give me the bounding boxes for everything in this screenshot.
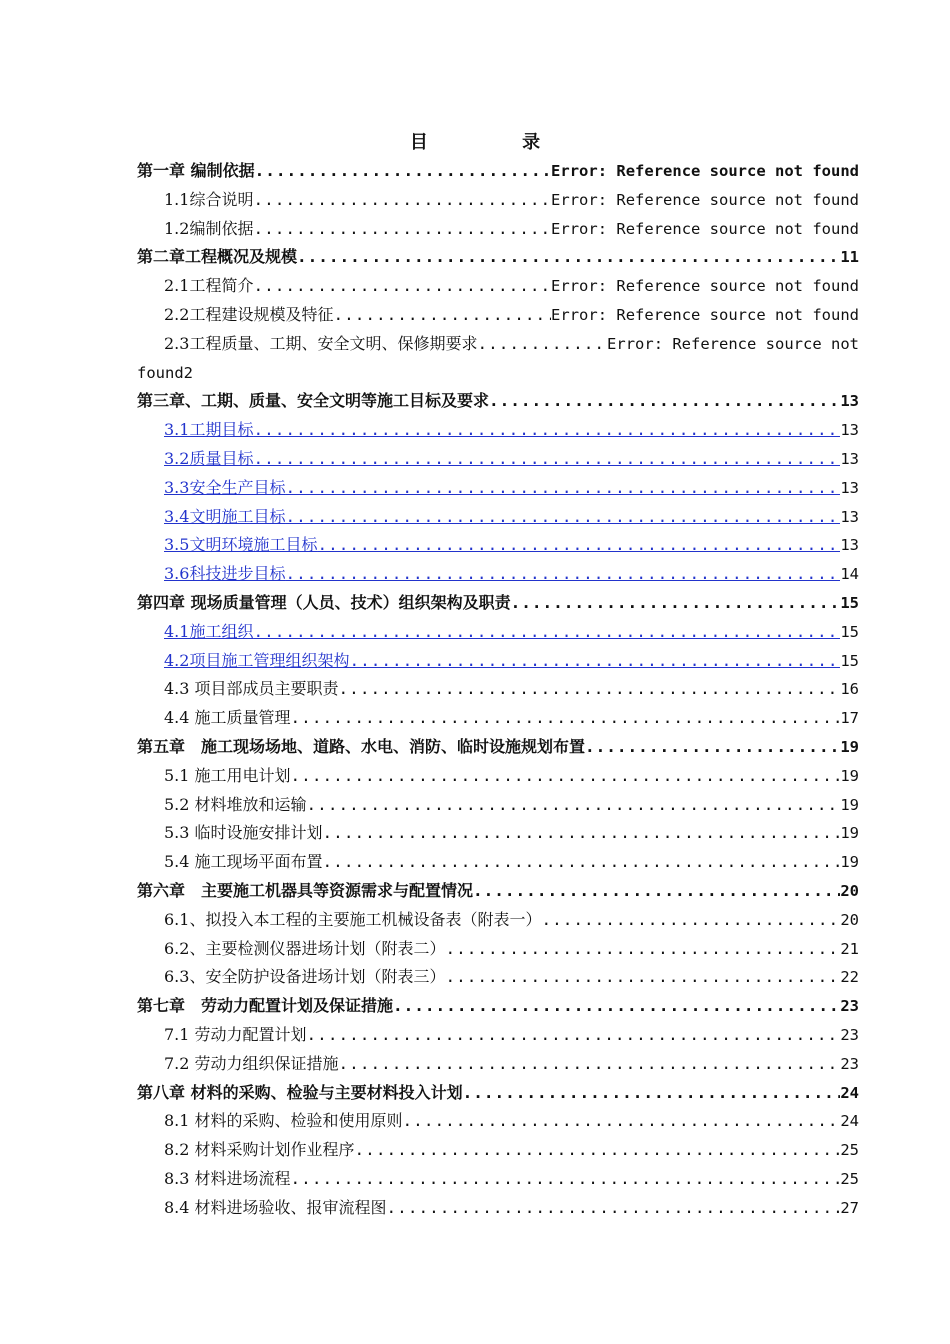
dot-leader [585,733,840,762]
toc-entry-page: Error: Reference source not found [551,162,859,180]
toc-entry-label: 1.1综合说明 [164,189,254,209]
toc-entry-label: 第三章、工期、质量、安全文明等施工目标及要求 [137,391,490,411]
toc-title: 目 录 [409,132,585,153]
toc-entry-label[interactable]: 3.4文明施工目标 [164,506,286,526]
toc-entry-label: 7.2 劳动力组织保证措施 [164,1053,339,1073]
toc-chapter-entry[interactable] [137,157,859,186]
dot-leader [285,560,840,589]
dot-leader [477,330,607,359]
toc-entry-page: 13 [840,449,859,468]
toc-link-entry[interactable] [137,560,859,589]
toc-entry-page: 25 [840,1169,859,1188]
toc-entry-label: 7.1 劳动力配置计划 [164,1024,307,1044]
toc-entry-label: 5.3 临时设施安排计划 [164,823,323,843]
dot-leader [253,618,840,647]
dot-leader [285,474,840,503]
toc-entry-page: 19 [840,795,859,814]
toc-entry-page: 15 [840,622,859,641]
toc-section-entry[interactable] [137,704,859,733]
toc-entry-page: 15 [840,593,859,612]
toc-chapter-entry[interactable] [137,589,859,618]
toc-entry-label: 第八章 材料的采购、检验与主要材料投入计划 [137,1082,463,1102]
toc-section-entry[interactable] [137,1165,859,1194]
toc-section-entry[interactable] [137,1050,859,1079]
toc-section-entry[interactable] [137,819,859,848]
dot-leader [403,1107,841,1136]
dot-leader [541,906,840,935]
dot-leader [445,963,840,992]
toc-link-entry[interactable] [137,618,859,647]
toc-chapter-entry[interactable] [137,1079,859,1108]
dot-leader [333,301,551,330]
dot-leader [307,791,841,820]
toc-section-entry[interactable] [137,1107,859,1136]
dot-leader [339,1050,841,1079]
toc-section-entry[interactable] [137,791,859,820]
toc-entry-page: 24 [840,1083,859,1102]
dot-leader [393,992,840,1021]
toc-section-entry[interactable] [137,272,859,301]
toc-entry-page: 14 [840,565,859,584]
toc-section-entry[interactable] [137,1021,859,1050]
toc-section-entry[interactable] [137,1136,859,1165]
toc-entry-label: 4.3 项目部成员主要职责 [164,679,339,699]
dot-leader [297,243,840,272]
toc-section-entry[interactable] [137,215,859,244]
toc-entry-page: 19 [840,737,859,756]
toc-entry-page: 22 [840,968,859,987]
toc-entry-page: 19 [840,853,859,872]
toc-entry-page: 11 [840,248,859,267]
toc-entry-label: 6.2、主要检测仪器进场计划（附表二） [164,938,446,958]
dot-leader [285,503,840,532]
toc-entry-wrapped[interactable] [137,330,859,388]
toc-entry-page: Error: Reference source not found [551,305,859,324]
toc-link-entry[interactable] [137,531,859,560]
toc-section-entry[interactable] [137,906,859,935]
toc-entry-page: 25 [840,1141,859,1160]
toc-entry-page: 23 [840,997,859,1016]
toc-entry-page: 16 [840,680,859,699]
dot-leader [291,762,841,791]
toc-entry-label: 2.1工程简介 [164,276,254,296]
toc-entry-label: 2.2工程建设规模及特征 [164,304,334,324]
toc-entry-label[interactable]: 3.3安全生产目标 [164,477,286,497]
toc-entry-label: 第四章 现场质量管理（人员、技术）组织架构及职责 [137,592,511,612]
dot-leader [253,272,551,301]
dot-leader [445,935,840,964]
toc-link-entry[interactable] [137,445,859,474]
toc-entry-page: 19 [840,824,859,843]
toc-entry-page: Error: Reference source not found [551,219,859,238]
toc-entry-page: 19 [840,766,859,785]
dot-leader [253,416,840,445]
dot-leader [253,445,840,474]
toc-chapter-entry[interactable] [137,733,859,762]
toc-chapter-entry[interactable] [137,387,859,416]
toc-section-entry[interactable] [137,963,859,992]
toc-section-entry[interactable] [137,1194,859,1223]
toc-entry-label: 5.1 施工用电计划 [164,765,291,785]
dot-leader [323,848,841,877]
toc-entry-label: 5.4 施工现场平面布置 [164,852,323,872]
dot-leader [291,1165,841,1194]
toc-entry-page: 15 [840,651,859,670]
toc-entry-label: 8.4 材料进场验收、报审流程图 [164,1197,387,1217]
toc-entry-label: 4.4 施工质量管理 [164,708,291,728]
toc-link-entry[interactable] [137,503,859,532]
toc-entry-page: 13 [840,392,859,411]
toc-entry-page: Error: Reference source not found [551,277,859,296]
toc-link-entry[interactable] [137,416,859,445]
toc-entry-label[interactable]: 4.2项目施工管理组织架构 [164,650,350,670]
toc-entry-label: 8.1 材料的采购、检验和使用原则 [164,1111,403,1131]
toc-section-entry[interactable] [137,848,859,877]
toc-entry-label: 第七章 劳动力配置计划及保证措施 [137,996,394,1016]
toc-chapter-entry[interactable] [137,243,859,272]
dot-leader [387,1194,841,1223]
dot-leader [323,819,841,848]
toc-entry-label: 8.3 材料进场流程 [164,1168,291,1188]
table-of-contents [137,157,859,1222]
dot-leader [339,675,841,704]
dot-leader [317,531,840,560]
toc-entry-label: 6.3、安全防护设备进场计划（附表三） [164,967,446,987]
toc-chapter-entry[interactable] [137,992,859,1021]
toc-entry-page: 20 [840,881,859,900]
toc-entry-label[interactable]: 3.6科技进步目标 [164,564,286,584]
toc-entry-page: 20 [840,910,859,929]
dot-leader [253,215,551,244]
toc-entry-page: Error: Reference source not [607,334,859,353]
toc-entry-label[interactable]: 3.2质量目标 [164,448,254,468]
toc-entry-page: 23 [840,1025,859,1044]
dot-leader [291,704,841,733]
toc-entry-label: 第一章 编制依据 [137,161,255,180]
toc-entry-label: 第二章工程概况及规模 [137,247,298,267]
toc-entry-page: Error: Reference source not found [551,190,859,209]
toc-chapter-entry[interactable] [137,877,859,906]
toc-entry-page: 17 [840,709,859,728]
toc-entry-page: 24 [840,1112,859,1131]
toc-section-entry[interactable] [137,675,859,704]
toc-entry-page-continuation: found2 [137,363,193,382]
toc-entry-label[interactable]: 3.5文明环境施工目标 [164,535,318,555]
toc-entry-page: 21 [840,939,859,958]
toc-link-entry[interactable] [137,647,859,676]
dot-leader [473,877,840,906]
toc-entry-page: 23 [840,1054,859,1073]
toc-entry-page: 13 [840,421,859,440]
toc-entry-label: 8.2 材料采购计划作业程序 [164,1140,355,1160]
dot-leader [307,1021,841,1050]
dot-leader [349,647,840,676]
toc-entry-label[interactable]: 4.1施工组织 [164,621,254,641]
dot-leader [355,1136,841,1165]
toc-entry-page: 27 [840,1198,859,1217]
toc-entry-label: 5.2 材料堆放和运输 [164,794,307,814]
toc-entry-label: 6.1、拟投入本工程的主要施工机械设备表（附表一） [164,909,542,929]
dot-leader [253,186,551,215]
dot-leader [255,157,551,186]
toc-entry-page: 13 [840,536,859,555]
toc-entry-label: 第五章 施工现场场地、道路、水电、消防、临时设施规划布置 [137,736,586,756]
toc-entry-page: 13 [840,478,859,497]
toc-entry-label: 1.2编制依据 [164,218,254,238]
toc-link-entry[interactable] [137,474,859,503]
toc-entry-label[interactable]: 3.1工期目标 [164,420,254,440]
toc-section-entry[interactable] [137,301,859,330]
toc-section-entry[interactable] [137,935,859,964]
dot-leader [511,589,841,618]
toc-entry-page: 13 [840,507,859,526]
toc-entry-label: 第六章 主要施工机器具等资源需求与配置情况 [137,880,474,900]
toc-section-entry[interactable] [137,762,859,791]
toc-section-entry[interactable] [137,186,859,215]
dot-leader [463,1079,841,1108]
dot-leader [489,387,840,416]
toc-entry-label: 2.3工程质量、工期、安全文明、保修期要求 [164,333,478,353]
